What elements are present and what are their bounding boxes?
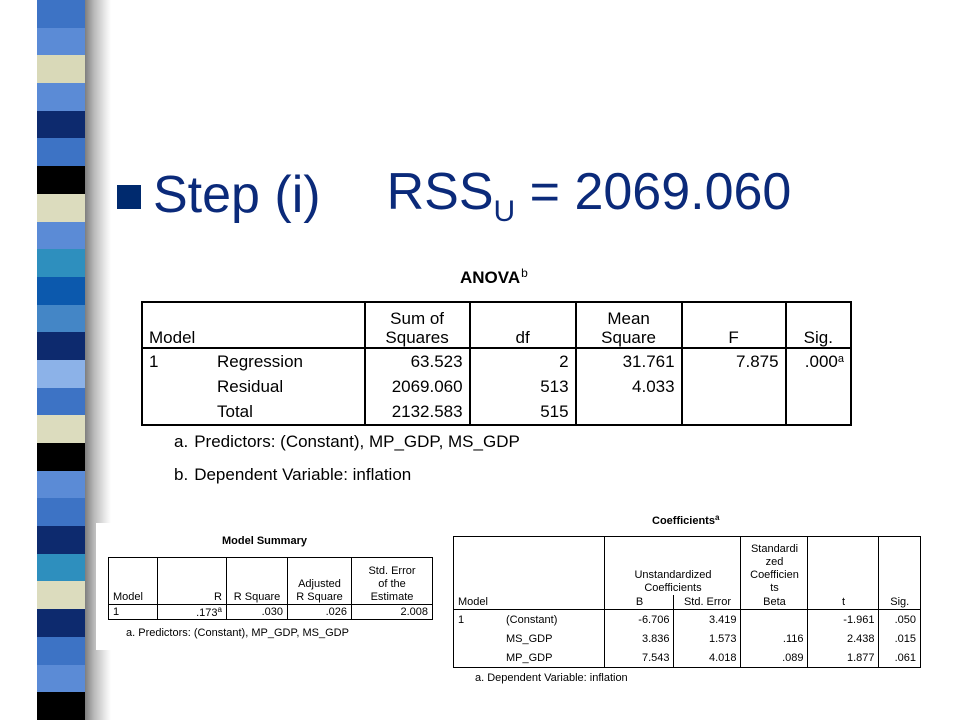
model-summary-table xyxy=(108,557,433,620)
footnote-mark: b. xyxy=(174,465,189,484)
strip-block xyxy=(37,360,85,388)
anova-footnote-b xyxy=(174,465,411,485)
anova-cell-ss: 2132.583 xyxy=(365,399,470,425)
coefficients-title-text: Coefficients xyxy=(652,515,715,527)
decorative-color-strip xyxy=(37,0,85,720)
ms-cell-std-error: 2.008 xyxy=(400,606,428,618)
co-cell-model xyxy=(454,629,503,648)
rss-value: = 2069.060 xyxy=(515,162,792,221)
co-cell-name: MS_GDP xyxy=(502,629,605,648)
co-cell-beta: .116 xyxy=(741,629,808,648)
strip-block xyxy=(37,388,85,416)
co-header-b: B xyxy=(605,595,674,610)
ms-header-r-square: R Square xyxy=(227,558,288,605)
strip-block xyxy=(37,443,85,471)
anova-cell-ms: 31.761 xyxy=(576,348,682,374)
slide-title xyxy=(117,160,791,230)
strip-block xyxy=(37,332,85,360)
ms-header-std-error xyxy=(352,558,433,605)
ms-header-adj-1: Adjusted xyxy=(298,578,341,590)
anova-header-sum-1: Sum of xyxy=(390,309,445,328)
ms-cell-r xyxy=(158,605,227,620)
anova-table xyxy=(141,301,852,426)
rss-subscript: U xyxy=(493,194,516,228)
strip-block xyxy=(37,305,85,333)
anova-cell-ss: 63.523 xyxy=(365,348,470,374)
strip-block xyxy=(37,554,85,582)
anova-title-note: b xyxy=(521,266,528,280)
anova-title-text: ANOVA xyxy=(460,268,521,287)
strip-block xyxy=(37,249,85,277)
anova-cell-sig xyxy=(786,399,851,425)
anova-header-model: Model xyxy=(142,302,365,348)
ms-header-model: Model xyxy=(109,558,158,605)
anova-header-sum-squares xyxy=(365,302,470,348)
anova-cell-df: 2 xyxy=(470,348,576,374)
ms-header-adjusted xyxy=(288,558,352,605)
anova-cell-model xyxy=(142,374,211,399)
table-row xyxy=(142,374,851,399)
anova-cell-name: Residual xyxy=(211,374,365,399)
ms-cell-model: 1 xyxy=(109,605,158,620)
co-cell-t: 1.877 xyxy=(808,648,879,668)
anova-cell-name: Total xyxy=(211,399,365,425)
co-header-blank xyxy=(454,537,605,596)
co-header-std-1: Standardi xyxy=(750,543,799,555)
rss-label: RSS xyxy=(386,162,494,221)
co-cell-b: 3.836 xyxy=(605,629,674,648)
anova-cell-name: Regression xyxy=(211,348,365,374)
co-cell-b: -6.706 xyxy=(605,610,674,630)
co-cell-beta xyxy=(741,610,808,630)
strip-block xyxy=(37,692,85,720)
strip-block xyxy=(37,83,85,111)
model-summary-footnote: a. Predictors: (Constant), MP_GDP, MS_GDP xyxy=(126,627,349,639)
co-cell-model: 1 xyxy=(458,613,465,626)
ms-cell-r-square: .030 xyxy=(227,605,288,620)
anova-cell-df: 515 xyxy=(470,399,576,425)
coefficients-title-note: a xyxy=(714,513,720,522)
co-cell-t: -1.961 xyxy=(808,610,879,630)
model-summary-header-row xyxy=(109,558,433,605)
co-header-model: Model xyxy=(454,595,605,610)
table-row xyxy=(109,605,433,620)
model-summary-title: Model Summary xyxy=(222,535,307,547)
strip-block xyxy=(37,581,85,609)
strip-block xyxy=(37,166,85,194)
anova-header-sig: Sig. xyxy=(786,302,851,348)
anova-sig-value: .000 xyxy=(804,351,838,371)
footnote-text: Predictors: (Constant), MP_GDP, MS_GDP xyxy=(194,432,520,451)
co-cell-t: 2.438 xyxy=(808,629,879,648)
co-cell-se: 4.018 xyxy=(674,648,741,668)
anova-title xyxy=(460,266,528,288)
anova-cell-ss: 2069.060 xyxy=(365,374,470,399)
co-cell-model xyxy=(454,648,503,668)
anova-cell-sig xyxy=(786,374,851,399)
coefficients-title xyxy=(652,513,719,527)
co-header-beta: Beta xyxy=(741,595,808,610)
anova-header-mean-2: Square xyxy=(601,328,656,347)
strip-block xyxy=(37,471,85,499)
co-header-std-3: Coefficien xyxy=(750,569,799,581)
anova-header-sum-2: Squares xyxy=(385,328,449,347)
strip-block xyxy=(37,55,85,83)
anova-cell-df: 513 xyxy=(470,374,576,399)
coefficients-table xyxy=(453,536,921,668)
strip-block xyxy=(37,609,85,637)
co-header-std-4: ts xyxy=(770,582,779,594)
table-row xyxy=(454,629,921,648)
anova-header-row xyxy=(142,302,851,348)
anova-sig-note: a xyxy=(837,352,844,365)
strip-block xyxy=(37,28,85,56)
strip-block xyxy=(37,526,85,554)
ms-header-se-1: Std. Error xyxy=(368,565,416,577)
strip-block xyxy=(37,222,85,250)
anova-header-mean-1: Mean xyxy=(607,309,650,328)
anova-cell-f xyxy=(682,374,786,399)
strip-block xyxy=(37,415,85,443)
anova-cell-ms: 4.033 xyxy=(576,374,682,399)
coefficients-header-row-2 xyxy=(454,595,921,610)
co-cell-b: 7.543 xyxy=(605,648,674,668)
anova-cell-f: 7.875 xyxy=(682,348,786,374)
co-header-blank-t xyxy=(808,537,879,596)
strip-block xyxy=(37,498,85,526)
co-cell-name: MP_GDP xyxy=(502,648,605,668)
footnote-mark: a. xyxy=(174,432,189,451)
table-row xyxy=(454,648,921,668)
co-header-unstd-2: Coefficients xyxy=(644,582,702,594)
anova-cell-model xyxy=(142,399,211,425)
co-cell-sig: .061 xyxy=(894,651,916,664)
strip-block xyxy=(37,138,85,166)
ms-r-value: .173 xyxy=(196,607,218,619)
co-cell-se: 1.573 xyxy=(674,629,741,648)
strip-block xyxy=(37,111,85,139)
co-header-std-2: zed xyxy=(765,556,784,568)
title-step: Step (i) xyxy=(153,166,321,224)
co-cell-sig: .050 xyxy=(894,613,916,626)
coefficients-footnote: a. Dependent Variable: inflation xyxy=(475,672,628,684)
anova-cell-ms xyxy=(576,399,682,425)
square-bullet-icon xyxy=(117,185,141,209)
co-header-standardized xyxy=(741,537,808,596)
ms-cell-adjusted: .026 xyxy=(288,605,352,620)
co-header-sig: Sig. xyxy=(879,595,921,610)
anova-header-mean-square xyxy=(576,302,682,348)
title-rss xyxy=(387,162,792,229)
anova-header-f: F xyxy=(682,302,786,348)
anova-cell-f xyxy=(682,399,786,425)
co-cell-name: (Constant) xyxy=(502,610,605,630)
table-row xyxy=(142,348,851,374)
ms-header-se-2: of the xyxy=(378,578,406,590)
strip-block xyxy=(37,665,85,693)
ms-header-se-3: Estimate xyxy=(370,591,414,603)
co-cell-se: 3.419 xyxy=(674,610,741,630)
co-header-t: t xyxy=(808,595,879,610)
anova-cell-model: 1 xyxy=(149,351,159,371)
anova-cell-sig xyxy=(786,348,851,374)
co-cell-sig: .015 xyxy=(894,632,916,645)
co-header-unstandardized xyxy=(605,537,741,596)
co-cell-beta: .089 xyxy=(741,648,808,668)
strip-block xyxy=(37,637,85,665)
table-row xyxy=(142,399,851,425)
table-row xyxy=(454,610,921,630)
co-header-blank-sig xyxy=(879,537,921,596)
ms-r-note: a xyxy=(217,605,222,614)
strip-block xyxy=(37,277,85,305)
strip-block xyxy=(37,194,85,222)
ms-header-r: R xyxy=(158,558,227,605)
footnote-text: Dependent Variable: inflation xyxy=(194,465,412,484)
anova-header-df: df xyxy=(470,302,576,348)
co-header-unstd-1: Unstandardized xyxy=(634,569,712,581)
co-header-std-error: Std. Error xyxy=(674,595,741,610)
strip-block xyxy=(37,0,85,28)
ms-header-adj-2: R Square xyxy=(296,591,343,603)
coefficients-header-row-1 xyxy=(454,537,921,596)
anova-footnote-a xyxy=(174,432,520,452)
